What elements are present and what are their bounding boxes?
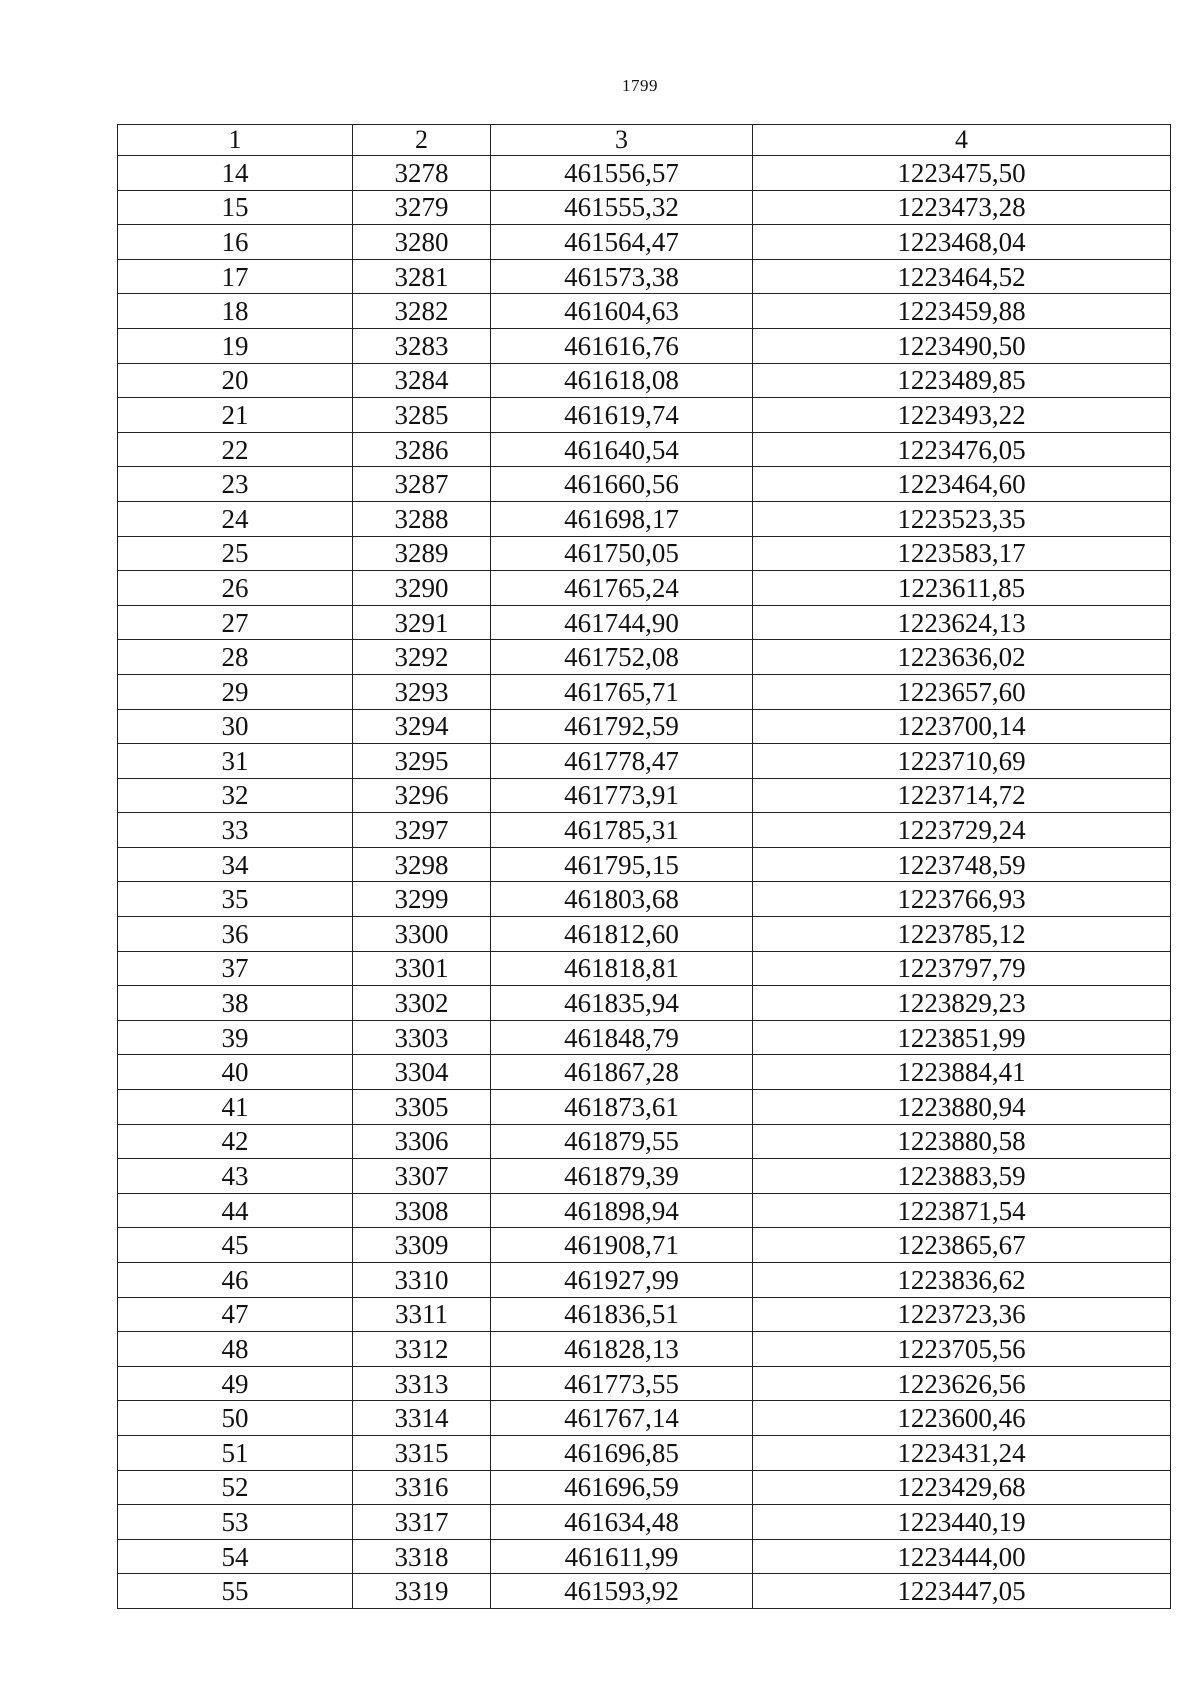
point-index-cell: 32 xyxy=(118,778,353,813)
point-index-cell: 44 xyxy=(118,1193,353,1228)
coordinate-y-cell: 1223785,12 xyxy=(753,917,1171,952)
table-row xyxy=(118,709,1171,744)
table-row xyxy=(118,467,1171,502)
table-row xyxy=(118,363,1171,398)
point-index-cell: 36 xyxy=(118,917,353,952)
coordinate-y-cell: 1223657,60 xyxy=(753,674,1171,709)
coordinate-y-cell: 1223836,62 xyxy=(753,1263,1171,1298)
coordinate-x-cell: 461908,71 xyxy=(491,1228,753,1263)
coordinate-x-cell: 461873,61 xyxy=(491,1090,753,1125)
point-number-cell: 3287 xyxy=(353,467,491,502)
coordinate-y-cell: 1223748,59 xyxy=(753,847,1171,882)
point-index-cell: 20 xyxy=(118,363,353,398)
point-number-cell: 3318 xyxy=(353,1539,491,1574)
point-index-cell: 48 xyxy=(118,1332,353,1367)
table-row xyxy=(118,1470,1171,1505)
coordinate-x-cell: 461634,48 xyxy=(491,1505,753,1540)
coordinate-x-cell: 461867,28 xyxy=(491,1055,753,1090)
coordinate-y-cell: 1223636,02 xyxy=(753,640,1171,675)
point-number-cell: 3317 xyxy=(353,1505,491,1540)
coordinate-x-cell: 461778,47 xyxy=(491,744,753,779)
table-row xyxy=(118,640,1171,675)
coordinate-x-cell: 461836,51 xyxy=(491,1297,753,1332)
coordinate-x-cell: 461828,13 xyxy=(491,1332,753,1367)
coordinate-x-cell: 461803,68 xyxy=(491,882,753,917)
table-row xyxy=(118,1159,1171,1194)
table-row xyxy=(118,1055,1171,1090)
point-index-cell: 47 xyxy=(118,1297,353,1332)
coordinate-x-cell: 461812,60 xyxy=(491,917,753,952)
coordinate-y-cell: 1223884,41 xyxy=(753,1055,1171,1090)
point-number-cell: 3302 xyxy=(353,986,491,1021)
point-index-cell: 17 xyxy=(118,259,353,294)
coordinate-x-cell: 461765,24 xyxy=(491,571,753,606)
coordinate-y-cell: 1223429,68 xyxy=(753,1470,1171,1505)
table-row xyxy=(118,744,1171,779)
coordinate-y-cell: 1223700,14 xyxy=(753,709,1171,744)
table-row xyxy=(118,432,1171,467)
coordinate-y-cell: 1223583,17 xyxy=(753,536,1171,571)
coordinate-x-cell: 461773,55 xyxy=(491,1366,753,1401)
point-number-cell: 3290 xyxy=(353,571,491,606)
point-index-cell: 27 xyxy=(118,605,353,640)
column-header-1: 1 xyxy=(118,125,353,156)
point-index-cell: 15 xyxy=(118,190,353,225)
page-number: 1799 xyxy=(622,76,658,95)
table-row xyxy=(118,847,1171,882)
coordinate-y-cell: 1223766,93 xyxy=(753,882,1171,917)
point-number-cell: 3311 xyxy=(353,1297,491,1332)
point-number-cell: 3278 xyxy=(353,156,491,191)
coordinate-x-cell: 461616,76 xyxy=(491,328,753,363)
coordinate-x-cell: 461835,94 xyxy=(491,986,753,1021)
coordinate-x-cell: 461879,55 xyxy=(491,1124,753,1159)
coordinate-x-cell: 461927,99 xyxy=(491,1263,753,1298)
coordinate-y-cell: 1223464,52 xyxy=(753,259,1171,294)
table-row xyxy=(118,605,1171,640)
table-row xyxy=(118,1124,1171,1159)
point-number-cell: 3281 xyxy=(353,259,491,294)
column-header-4: 4 xyxy=(753,125,1171,156)
point-index-cell: 50 xyxy=(118,1401,353,1436)
point-index-cell: 51 xyxy=(118,1435,353,1470)
coordinate-x-cell: 461785,31 xyxy=(491,813,753,848)
point-number-cell: 3291 xyxy=(353,605,491,640)
point-index-cell: 30 xyxy=(118,709,353,744)
coordinates-table xyxy=(117,124,1171,1609)
table-row xyxy=(118,778,1171,813)
coordinate-y-cell: 1223829,23 xyxy=(753,986,1171,1021)
coordinate-y-cell: 1223473,28 xyxy=(753,190,1171,225)
coordinate-x-cell: 461573,38 xyxy=(491,259,753,294)
point-number-cell: 3295 xyxy=(353,744,491,779)
point-index-cell: 46 xyxy=(118,1263,353,1298)
coordinate-y-cell: 1223626,56 xyxy=(753,1366,1171,1401)
point-number-cell: 3280 xyxy=(353,225,491,260)
point-number-cell: 3319 xyxy=(353,1574,491,1609)
point-number-cell: 3299 xyxy=(353,882,491,917)
point-number-cell: 3289 xyxy=(353,536,491,571)
point-index-cell: 23 xyxy=(118,467,353,502)
coordinate-x-cell: 461696,85 xyxy=(491,1435,753,1470)
coordinate-y-cell: 1223493,22 xyxy=(753,398,1171,433)
point-index-cell: 54 xyxy=(118,1539,353,1574)
table-row xyxy=(118,951,1171,986)
point-number-cell: 3296 xyxy=(353,778,491,813)
point-number-cell: 3314 xyxy=(353,1401,491,1436)
coordinate-y-cell: 1223475,50 xyxy=(753,156,1171,191)
point-number-cell: 3282 xyxy=(353,294,491,329)
point-number-cell: 3309 xyxy=(353,1228,491,1263)
point-index-cell: 29 xyxy=(118,674,353,709)
coordinate-y-cell: 1223710,69 xyxy=(753,744,1171,779)
coordinate-y-cell: 1223714,72 xyxy=(753,778,1171,813)
table-row xyxy=(118,1366,1171,1401)
coordinate-x-cell: 461611,99 xyxy=(491,1539,753,1574)
coordinate-y-cell: 1223729,24 xyxy=(753,813,1171,848)
table-row xyxy=(118,1228,1171,1263)
coordinate-y-cell: 1223705,56 xyxy=(753,1332,1171,1367)
table-row xyxy=(118,190,1171,225)
point-index-cell: 34 xyxy=(118,847,353,882)
coordinate-y-cell: 1223883,59 xyxy=(753,1159,1171,1194)
table-row xyxy=(118,259,1171,294)
table-row xyxy=(118,1574,1171,1609)
point-index-cell: 31 xyxy=(118,744,353,779)
coordinate-x-cell: 461619,74 xyxy=(491,398,753,433)
point-number-cell: 3298 xyxy=(353,847,491,882)
point-number-cell: 3293 xyxy=(353,674,491,709)
point-number-cell: 3294 xyxy=(353,709,491,744)
point-number-cell: 3288 xyxy=(353,501,491,536)
table-row xyxy=(118,917,1171,952)
table-row xyxy=(118,571,1171,606)
table-row xyxy=(118,1539,1171,1574)
point-index-cell: 22 xyxy=(118,432,353,467)
table-body xyxy=(118,156,1171,1609)
table-row xyxy=(118,536,1171,571)
coordinate-x-cell: 461604,63 xyxy=(491,294,753,329)
coordinate-y-cell: 1223489,85 xyxy=(753,363,1171,398)
coordinate-y-cell: 1223851,99 xyxy=(753,1020,1171,1055)
coordinate-x-cell: 461640,54 xyxy=(491,432,753,467)
table-row xyxy=(118,1435,1171,1470)
coordinate-x-cell: 461765,71 xyxy=(491,674,753,709)
coordinate-y-cell: 1223444,00 xyxy=(753,1539,1171,1574)
coordinate-x-cell: 461848,79 xyxy=(491,1020,753,1055)
coordinate-y-cell: 1223464,60 xyxy=(753,467,1171,502)
table-row xyxy=(118,1505,1171,1540)
coordinate-x-cell: 461564,47 xyxy=(491,225,753,260)
point-index-cell: 24 xyxy=(118,501,353,536)
point-number-cell: 3303 xyxy=(353,1020,491,1055)
point-index-cell: 40 xyxy=(118,1055,353,1090)
coordinate-y-cell: 1223871,54 xyxy=(753,1193,1171,1228)
table-row xyxy=(118,225,1171,260)
table-header-row xyxy=(118,125,1171,156)
point-number-cell: 3283 xyxy=(353,328,491,363)
coordinate-x-cell: 461767,14 xyxy=(491,1401,753,1436)
point-index-cell: 55 xyxy=(118,1574,353,1609)
point-number-cell: 3305 xyxy=(353,1090,491,1125)
point-number-cell: 3316 xyxy=(353,1470,491,1505)
point-number-cell: 3310 xyxy=(353,1263,491,1298)
coordinate-y-cell: 1223611,85 xyxy=(753,571,1171,606)
coordinate-x-cell: 461795,15 xyxy=(491,847,753,882)
point-index-cell: 45 xyxy=(118,1228,353,1263)
table-row xyxy=(118,1401,1171,1436)
coordinate-y-cell: 1223431,24 xyxy=(753,1435,1171,1470)
table-row xyxy=(118,398,1171,433)
point-index-cell: 33 xyxy=(118,813,353,848)
table-row xyxy=(118,156,1171,191)
point-index-cell: 41 xyxy=(118,1090,353,1125)
point-index-cell: 49 xyxy=(118,1366,353,1401)
coordinate-y-cell: 1223459,88 xyxy=(753,294,1171,329)
table-row xyxy=(118,1090,1171,1125)
coordinate-x-cell: 461750,05 xyxy=(491,536,753,571)
point-index-cell: 18 xyxy=(118,294,353,329)
coordinate-y-cell: 1223447,05 xyxy=(753,1574,1171,1609)
point-number-cell: 3306 xyxy=(353,1124,491,1159)
point-index-cell: 53 xyxy=(118,1505,353,1540)
coordinate-y-cell: 1223468,04 xyxy=(753,225,1171,260)
coordinate-x-cell: 461898,94 xyxy=(491,1193,753,1228)
coordinate-x-cell: 461618,08 xyxy=(491,363,753,398)
table-row xyxy=(118,1263,1171,1298)
coordinate-x-cell: 461555,32 xyxy=(491,190,753,225)
table-row xyxy=(118,328,1171,363)
point-number-cell: 3297 xyxy=(353,813,491,848)
point-number-cell: 3301 xyxy=(353,951,491,986)
point-number-cell: 3307 xyxy=(353,1159,491,1194)
point-index-cell: 42 xyxy=(118,1124,353,1159)
point-number-cell: 3313 xyxy=(353,1366,491,1401)
coordinate-y-cell: 1223624,13 xyxy=(753,605,1171,640)
point-number-cell: 3279 xyxy=(353,190,491,225)
point-index-cell: 35 xyxy=(118,882,353,917)
point-index-cell: 25 xyxy=(118,536,353,571)
coordinate-x-cell: 461752,08 xyxy=(491,640,753,675)
coordinate-x-cell: 461773,91 xyxy=(491,778,753,813)
coordinate-x-cell: 461660,56 xyxy=(491,467,753,502)
point-index-cell: 38 xyxy=(118,986,353,1021)
table-row xyxy=(118,986,1171,1021)
coordinate-x-cell: 461593,92 xyxy=(491,1574,753,1609)
coordinate-x-cell: 461818,81 xyxy=(491,951,753,986)
coordinate-x-cell: 461879,39 xyxy=(491,1159,753,1194)
coordinate-x-cell: 461556,57 xyxy=(491,156,753,191)
table-row xyxy=(118,501,1171,536)
point-number-cell: 3312 xyxy=(353,1332,491,1367)
point-index-cell: 28 xyxy=(118,640,353,675)
coordinate-y-cell: 1223490,50 xyxy=(753,328,1171,363)
coordinate-y-cell: 1223880,94 xyxy=(753,1090,1171,1125)
coordinate-y-cell: 1223880,58 xyxy=(753,1124,1171,1159)
coordinate-y-cell: 1223440,19 xyxy=(753,1505,1171,1540)
point-number-cell: 3285 xyxy=(353,398,491,433)
point-number-cell: 3315 xyxy=(353,1435,491,1470)
point-index-cell: 43 xyxy=(118,1159,353,1194)
point-index-cell: 19 xyxy=(118,328,353,363)
point-index-cell: 37 xyxy=(118,951,353,986)
table-row xyxy=(118,882,1171,917)
coordinate-y-cell: 1223797,79 xyxy=(753,951,1171,986)
point-index-cell: 52 xyxy=(118,1470,353,1505)
coordinate-y-cell: 1223523,35 xyxy=(753,501,1171,536)
point-index-cell: 39 xyxy=(118,1020,353,1055)
point-index-cell: 26 xyxy=(118,571,353,606)
table-row xyxy=(118,1297,1171,1332)
table-row xyxy=(118,1020,1171,1055)
coordinate-y-cell: 1223865,67 xyxy=(753,1228,1171,1263)
point-index-cell: 16 xyxy=(118,225,353,260)
point-number-cell: 3300 xyxy=(353,917,491,952)
column-header-2: 2 xyxy=(353,125,491,156)
table-row xyxy=(118,1332,1171,1367)
point-number-cell: 3304 xyxy=(353,1055,491,1090)
column-header-3: 3 xyxy=(491,125,753,156)
coordinate-y-cell: 1223476,05 xyxy=(753,432,1171,467)
table-row xyxy=(118,813,1171,848)
coordinate-y-cell: 1223723,36 xyxy=(753,1297,1171,1332)
coordinate-x-cell: 461792,59 xyxy=(491,709,753,744)
table-row xyxy=(118,674,1171,709)
coordinate-x-cell: 461696,59 xyxy=(491,1470,753,1505)
point-number-cell: 3284 xyxy=(353,363,491,398)
table-row xyxy=(118,1193,1171,1228)
point-index-cell: 21 xyxy=(118,398,353,433)
coordinate-x-cell: 461744,90 xyxy=(491,605,753,640)
coordinate-y-cell: 1223600,46 xyxy=(753,1401,1171,1436)
point-number-cell: 3286 xyxy=(353,432,491,467)
point-number-cell: 3292 xyxy=(353,640,491,675)
point-index-cell: 14 xyxy=(118,156,353,191)
coordinate-x-cell: 461698,17 xyxy=(491,501,753,536)
table-row xyxy=(118,294,1171,329)
point-number-cell: 3308 xyxy=(353,1193,491,1228)
